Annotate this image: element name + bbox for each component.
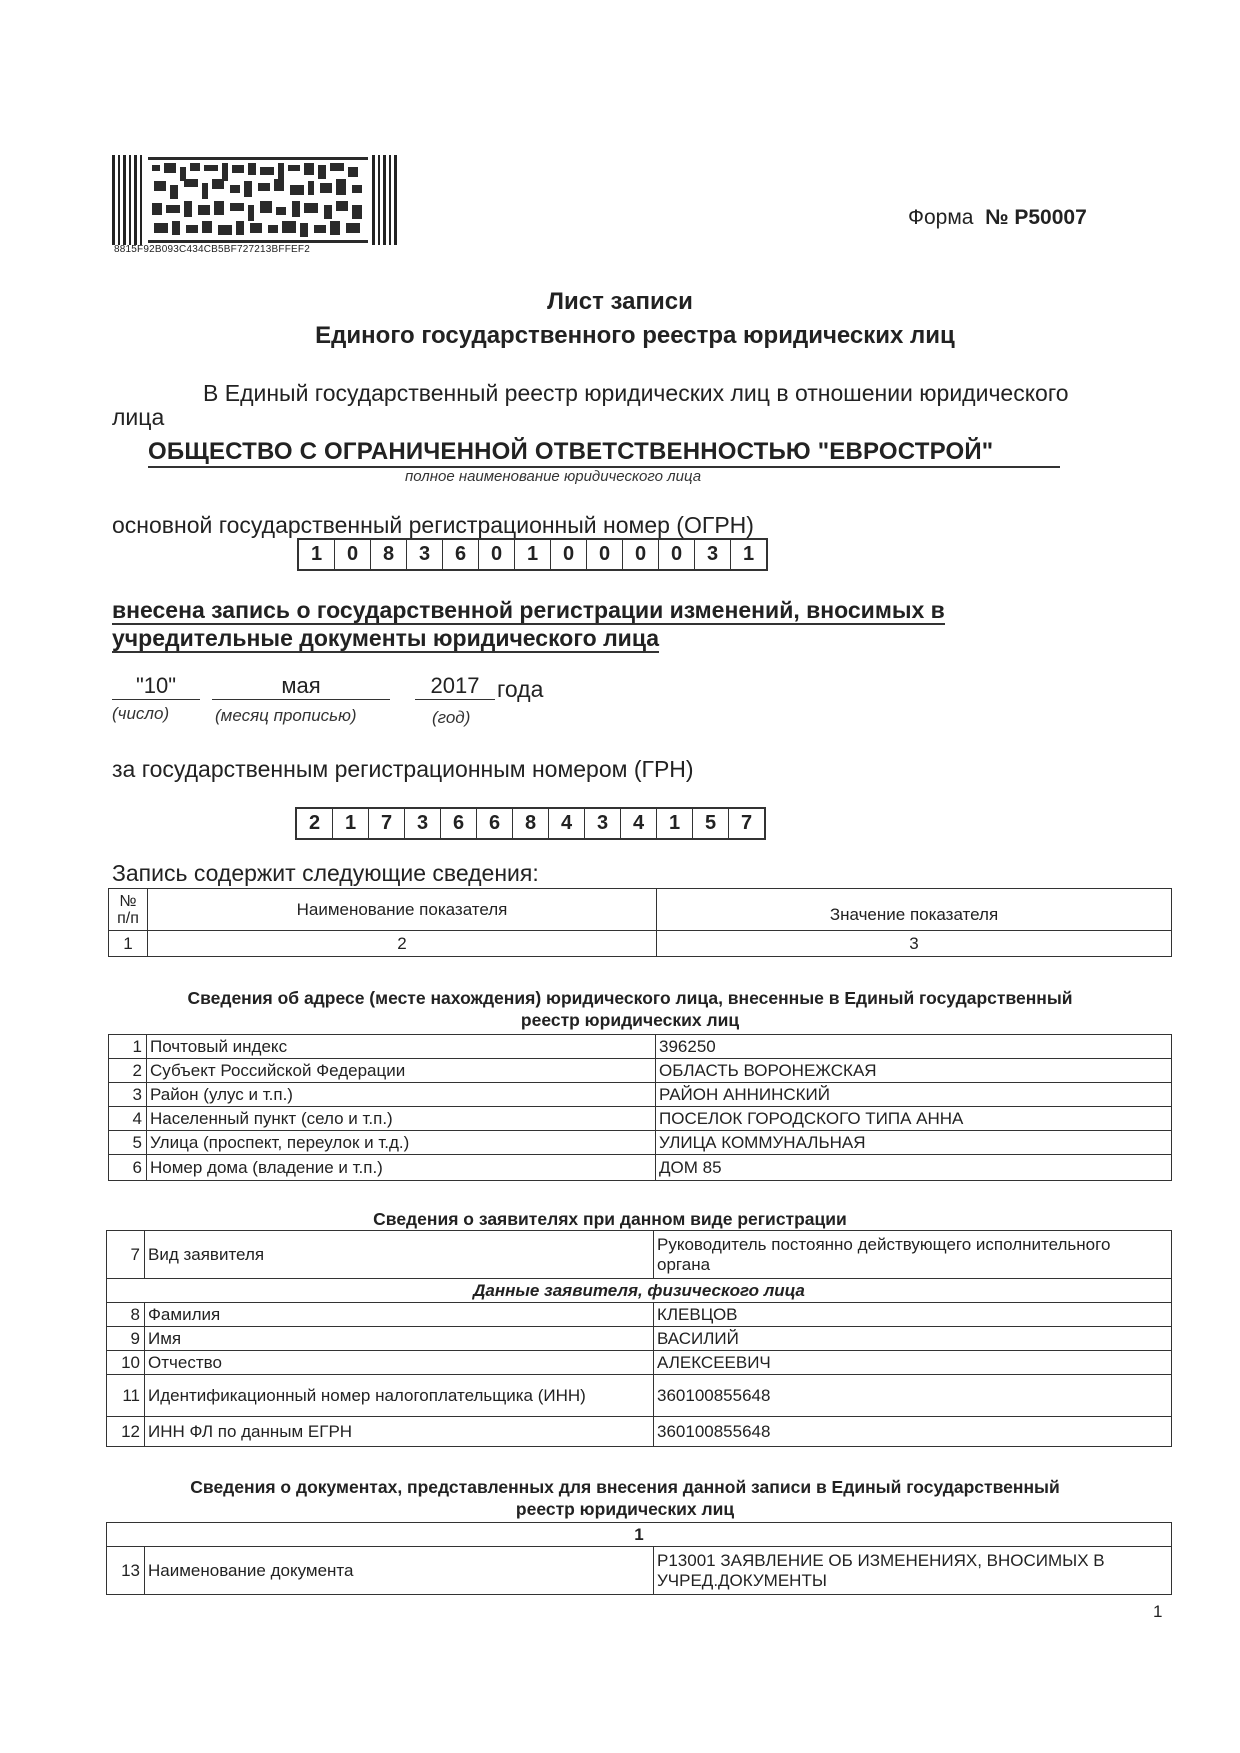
row-value: АЛЕКСЕЕВИЧ bbox=[654, 1351, 1172, 1375]
header-col-value: Значение показателя bbox=[657, 889, 1172, 931]
documents-title-line-1: Сведения о документах, представленных для внесения данной записи в Единый государственный bbox=[190, 1477, 1060, 1497]
contains-label: Запись содержит следующие сведения: bbox=[112, 860, 539, 886]
date-year-hint: (год) bbox=[432, 708, 471, 727]
grn-digits bbox=[295, 807, 766, 840]
row-number: 1 bbox=[109, 1035, 147, 1059]
record-line-1: внесена запись о государственной регистрации изменений, вносимых в bbox=[112, 597, 945, 623]
barcode-graphic bbox=[112, 155, 400, 245]
grn-digit: 3 bbox=[405, 809, 441, 838]
table-row bbox=[107, 1547, 1172, 1595]
date-suffix: года bbox=[497, 676, 544, 702]
header-n2: 2 bbox=[148, 931, 657, 957]
grn-digit: 1 bbox=[333, 809, 369, 838]
page-number: 1 bbox=[1153, 1602, 1163, 1621]
documents-title-line-2: реестр юридических лиц bbox=[515, 1499, 735, 1519]
applicant-subtitle: Данные заявителя, физического лица bbox=[107, 1279, 1172, 1303]
ogrn-digit: 8 bbox=[371, 540, 407, 569]
table-row bbox=[109, 1107, 1172, 1131]
row-number: 6 bbox=[109, 1155, 147, 1181]
ogrn-digit: 6 bbox=[443, 540, 479, 569]
ogrn-digit: 0 bbox=[551, 540, 587, 569]
document-title: Лист записи bbox=[547, 288, 693, 315]
date-day-hint: (число) bbox=[112, 704, 170, 723]
grn-digit: 2 bbox=[297, 809, 333, 838]
grn-label: за государственным регистрационным номером (ГРН) bbox=[112, 756, 694, 782]
table-row bbox=[109, 1131, 1172, 1155]
row-name: Улица (проспект, переулок и т.д.) bbox=[147, 1131, 656, 1155]
row-name: Идентификационный номер налогоплательщика (ИНН) bbox=[145, 1375, 654, 1417]
table-row bbox=[107, 1375, 1172, 1417]
row-value: КЛЕВЦОВ bbox=[654, 1303, 1172, 1327]
row-name: Фамилия bbox=[145, 1303, 654, 1327]
row-name: Населенный пункт (село и т.п.) bbox=[147, 1107, 656, 1131]
row-value: ДОМ 85 bbox=[656, 1155, 1172, 1181]
row-number: 9 bbox=[107, 1327, 145, 1351]
ogrn-digit: 0 bbox=[335, 540, 371, 569]
table-row bbox=[109, 1155, 1172, 1181]
date-year: 2017 bbox=[415, 673, 495, 700]
grn-digit: 3 bbox=[585, 809, 621, 838]
ogrn-digits bbox=[297, 538, 768, 571]
row-number: 2 bbox=[109, 1059, 147, 1083]
row-number: 10 bbox=[107, 1351, 145, 1375]
row-number: 4 bbox=[109, 1107, 147, 1131]
documents-group-number: 1 bbox=[107, 1523, 1172, 1547]
row-number: 13 bbox=[107, 1547, 145, 1595]
row-name: ИНН ФЛ по данным ЕГРН bbox=[145, 1417, 654, 1447]
ogrn-digit: 3 bbox=[407, 540, 443, 569]
ogrn-label: основной государственный регистрационный номер (ОГРН) bbox=[112, 512, 754, 538]
row-value: РАЙОН АННИНСКИЙ bbox=[656, 1083, 1172, 1107]
table-row bbox=[107, 1231, 1172, 1279]
row-number: 5 bbox=[109, 1131, 147, 1155]
row-value: ПОСЕЛОК ГОРОДСКОГО ТИПА АННА bbox=[656, 1107, 1172, 1131]
row-name: Номер дома (владение и т.п.) bbox=[147, 1155, 656, 1181]
header-n1: 1 bbox=[109, 931, 148, 957]
grn-digit: 8 bbox=[513, 809, 549, 838]
row-value: 360100855648 bbox=[654, 1375, 1172, 1417]
address-title-line-2: реестр юридических лиц bbox=[520, 1010, 740, 1030]
grn-digit: 7 bbox=[740, 812, 753, 834]
table-row bbox=[109, 1059, 1172, 1083]
row-value: 360100855648 bbox=[654, 1417, 1172, 1447]
row-number: 8 bbox=[107, 1303, 145, 1327]
organization-name-hint: полное наименование юридического лица bbox=[405, 468, 702, 485]
header-table bbox=[108, 888, 1172, 957]
form-label: Форма bbox=[908, 206, 974, 229]
ogrn-digit: 1 bbox=[299, 540, 335, 569]
form-number bbox=[908, 206, 1087, 230]
header-col-number: № п/п bbox=[109, 889, 148, 931]
applicant-table bbox=[106, 1230, 1172, 1447]
row-name: Субъект Российской Федерации bbox=[147, 1059, 656, 1083]
table-row bbox=[107, 1351, 1172, 1375]
documents-table bbox=[106, 1522, 1172, 1595]
ogrn-digit: 0 bbox=[587, 540, 623, 569]
grn-digit: 7 bbox=[369, 809, 405, 838]
intro-text-cont: лица bbox=[112, 404, 165, 430]
grn-digit: 4 bbox=[621, 809, 657, 838]
document-subtitle: Единого государственного реестра юридических лиц bbox=[315, 322, 955, 349]
address-title-line-1: Сведения об адресе (месте нахождения) юридического лица, внесенные в Единый государственный bbox=[187, 988, 1073, 1008]
date-month: мая bbox=[212, 673, 390, 700]
address-table bbox=[108, 1034, 1172, 1181]
row-value: 396250 bbox=[656, 1035, 1172, 1059]
row-value: Р13001 ЗАЯВЛЕНИЕ ОБ ИЗМЕНЕНИЯХ, ВНОСИМЫХ В УЧРЕД.ДОКУМЕНТЫ bbox=[654, 1547, 1172, 1595]
row-value: Руководитель постоянно действующего исполнительного органа bbox=[654, 1231, 1172, 1279]
ogrn-digit: 0 bbox=[623, 540, 659, 569]
ogrn-digit: 3 bbox=[695, 540, 731, 569]
row-name: Имя bbox=[145, 1327, 654, 1351]
header-n3: 3 bbox=[657, 931, 1172, 957]
row-name: Район (улус и т.п.) bbox=[147, 1083, 656, 1107]
ogrn-digit: 0 bbox=[659, 540, 695, 569]
grn-digit: 4 bbox=[549, 809, 585, 838]
row-name: Наименование документа bbox=[145, 1547, 654, 1595]
barcode bbox=[112, 155, 400, 245]
organization-name: ОБЩЕСТВО С ОГРАНИЧЕННОЙ ОТВЕТСТВЕННОСТЬЮ "ЕВРОСТРОЙ" bbox=[148, 438, 1060, 468]
applicant-section-title: Сведения о заявителях при данном виде регистрации bbox=[373, 1209, 847, 1229]
grn-digit: 6 bbox=[477, 809, 513, 838]
row-number: 12 bbox=[107, 1417, 145, 1447]
intro-text: В Единый государственный реестр юридических лиц в отношении юридического bbox=[203, 380, 1069, 406]
row-number: 11 bbox=[107, 1375, 145, 1417]
barcode-code: 8815F92B093C434CB5BF727213BFFEF2 bbox=[114, 244, 310, 255]
row-value: ОБЛАСТЬ ВОРОНЕЖСКАЯ bbox=[656, 1059, 1172, 1083]
date-day: "10" bbox=[112, 673, 200, 700]
table-row bbox=[107, 1303, 1172, 1327]
row-number: 3 bbox=[109, 1083, 147, 1107]
date-month-hint: (месяц прописью) bbox=[215, 706, 357, 725]
row-value: ВАСИЛИЙ bbox=[654, 1327, 1172, 1351]
documents-section-title bbox=[0, 1476, 1240, 1520]
header-col-name: Наименование показателя bbox=[148, 889, 657, 931]
ogrn-digit: 1 bbox=[515, 540, 551, 569]
ogrn-digit: 0 bbox=[479, 540, 515, 569]
table-row bbox=[107, 1417, 1172, 1447]
row-name: Отчество bbox=[145, 1351, 654, 1375]
row-name: Вид заявителя bbox=[145, 1231, 654, 1279]
row-value: УЛИЦА КОММУНАЛЬНАЯ bbox=[656, 1131, 1172, 1155]
record-description bbox=[112, 596, 1067, 652]
address-section-title bbox=[0, 987, 1240, 1031]
table-row bbox=[109, 1035, 1172, 1059]
row-number: 7 bbox=[107, 1231, 145, 1279]
form-code: № Р50007 bbox=[985, 206, 1087, 229]
table-row bbox=[109, 1083, 1172, 1107]
grn-digit: 1 bbox=[657, 809, 693, 838]
grn-digit: 5 bbox=[693, 809, 729, 838]
grn-digit: 6 bbox=[441, 809, 477, 838]
row-name: Почтовый индекс bbox=[147, 1035, 656, 1059]
record-line-2: учредительные документы юридического лица bbox=[112, 625, 660, 651]
table-row bbox=[107, 1327, 1172, 1351]
ogrn-digit: 1 bbox=[742, 543, 755, 565]
